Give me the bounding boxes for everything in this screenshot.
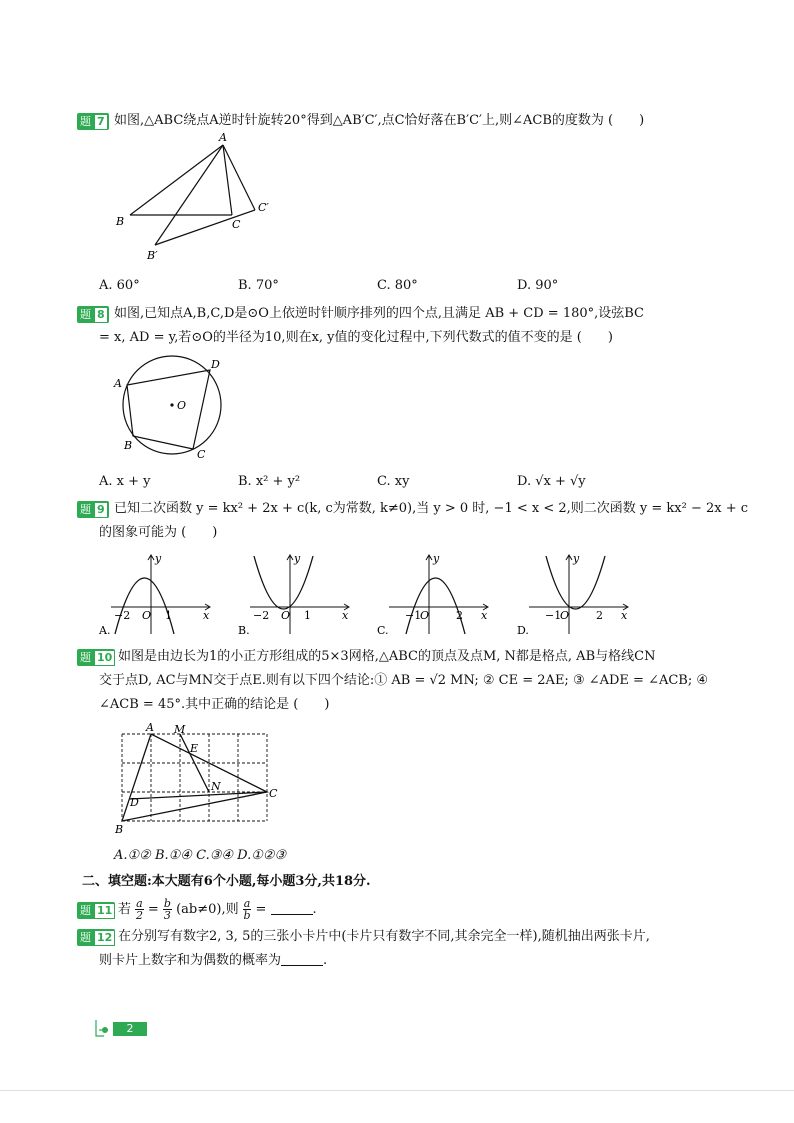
parabola [406,578,465,634]
period: . [312,902,317,917]
question-10-text-line2: 交于点D, AC与MN交于点E.则有以下四个结论:① AB = √2 MN; ② CE = 2AE; ③ ∠ADE = ∠ACB; ④ [99,673,709,688]
left-root-label: −2 [114,609,131,622]
question-number: 11 [94,903,115,919]
left-root-label: −2 [253,609,270,622]
question-9-text-line2: 的图象可能为 ( ) [99,525,218,540]
x-axis-label: x [621,609,628,622]
origin-label: O [281,609,291,622]
question-number-badge [77,306,109,323]
question-tag: 题 [80,308,91,321]
question-tag: 题 [80,651,91,664]
question-tag: 题 [80,115,91,128]
right-root-label: 1 [165,609,172,622]
q8-option-d[interactable]: D. √x + √y [517,474,586,489]
denominator: 2 [135,909,143,922]
q7-option-c[interactable]: C. 80° [377,278,418,293]
denominator: 3 [163,909,171,922]
q10-label-d: D [130,796,139,809]
q12-text-line2: 则卡片上数字和为偶数的概率为 [99,953,282,968]
q7-figure [110,131,290,265]
x-axis-label: x [203,609,210,622]
q7-option-d[interactable]: D. 90° [517,278,559,293]
q8-option-b[interactable]: B. x² + y² [238,474,301,489]
question-tag: 题 [80,503,91,516]
option-label: B. [238,624,250,637]
question-number: 10 [94,650,115,666]
footer-divider [0,1090,794,1091]
q9-graph-c[interactable] [377,552,497,642]
q7-label-b: B [116,215,125,228]
q9-graph-a[interactable] [99,552,219,642]
denominator: b [243,909,251,922]
question-number-badge [77,649,115,666]
option-label: D. [517,624,529,637]
question-number: 7 [94,114,108,130]
x-axis-label: x [342,609,349,622]
q8-label-o: O [177,399,187,412]
right-root-label: 2 [456,609,463,622]
right-root-label: 2 [596,609,603,622]
fraction-b-over-3 [163,898,172,921]
q7-option-a[interactable]: A. 60° [99,278,140,293]
q7-label-cprime: C′ [258,201,269,214]
question-number: 9 [94,502,108,518]
q10-label-n: N [211,780,221,793]
option-label: C. [377,624,389,637]
y-axis-label: y [294,552,301,565]
question-8-text-line2: = x, AD = y,若⊙O的半径为10,则在x, y值的变化过程中,下列代数式的值不变的是 ( ) [99,330,613,345]
q10-label-a: A [146,721,154,734]
q10-figure [110,722,280,842]
question-tag: 题 [80,904,91,917]
question-number-badge [77,113,109,130]
q8-label-c: C [197,448,206,461]
left-root-label: −1 [405,609,422,622]
q10-label-b: B [115,823,124,836]
q10-label-c: C [269,787,278,800]
question-number: 8 [94,307,108,323]
question-tag: 题 [80,931,91,944]
y-axis-label: y [155,552,162,565]
q8-option-a[interactable]: A. x + y [99,474,151,489]
fraction-a-over-b [243,898,252,921]
question-10-text-line3: ∠ACB = 45°.其中正确的结论是 ( ) [99,697,330,712]
fraction-a-over-2 [135,898,144,921]
equals-sign: = [255,902,267,917]
q7-label-bprime: B′ [147,249,158,262]
section-heading: 二、填空题:本大题有6个小题,每小题3分,共18分. [82,874,371,889]
q8-label-d: D [211,358,220,371]
origin-label: O [420,609,430,622]
parabola [254,556,313,609]
q8-figure [110,350,240,465]
q11-prefix: 若 [118,902,132,917]
question-12-text-line2 [99,952,327,970]
q7-label-c: C [232,218,241,231]
q10-options[interactable]: A.①② B.①④ C.③④ D.①②③ [114,848,287,863]
origin-label: O [560,609,570,622]
q9-graph-b[interactable] [238,552,358,642]
question-12-text-line1: 在分别写有数字2, 3, 5的三张小卡片中(卡片只有数字不同,其余完全一样),随机抽出两张卡片, [118,929,650,944]
y-axis-label: y [433,552,440,565]
y-axis-label: y [573,552,580,565]
q8-label-a: A [114,377,122,390]
right-root-label: 1 [304,609,311,622]
question-7-text: 如图,△ABC绕点A逆时针旋转20°得到△AB′C′,点C恰好落在B′C′上,则∠ACB的度数为 ( ) [114,113,645,128]
left-root-label: −1 [545,609,562,622]
option-label: A. [99,624,111,637]
q8-option-c[interactable]: C. xy [377,474,410,489]
period: . [323,953,328,968]
q7-label-a: A [219,131,227,144]
answer-blank[interactable] [281,953,323,966]
q9-graph-d[interactable] [517,552,637,642]
question-number: 12 [94,930,115,946]
numerator: b [163,897,171,910]
question-10-text-line1: 如图是由边长为1的小正方形组成的5×3网格,△ABC的顶点及点M, N都是格点, AB与格线CN [118,649,656,664]
q10-label-e: E [190,742,199,755]
q11-condition: (ab≠0),则 [176,902,239,917]
q10-label-m: M [174,723,186,736]
question-number-badge [77,902,115,919]
question-number-badge [77,501,109,518]
origin-label: O [142,609,152,622]
question-9-text-line1: 已知二次函数 y = kx² + 2x + c(k, c为常数, k≠0),当 y > 0 时, −1 < x < 2,则二次函数 y = kx² − 2x + c [114,501,749,516]
answer-blank[interactable] [271,902,313,915]
q7-option-b[interactable]: B. 70° [238,278,279,293]
numerator: a [136,897,143,910]
equals-sign: = [147,902,159,917]
question-number-badge [77,929,115,946]
question-8-text-line1: 如图,已知点A,B,C,D是⊙O上依逆时针顺序排列的四个点,且满足 AB + CD = 180°,设弦BC [114,306,645,321]
question-11-text [118,898,317,922]
page-number: 2 [113,1022,147,1036]
parabola [115,578,174,634]
q8-label-b: B [124,439,133,452]
x-axis-label: x [481,609,488,622]
numerator: a [243,897,251,910]
